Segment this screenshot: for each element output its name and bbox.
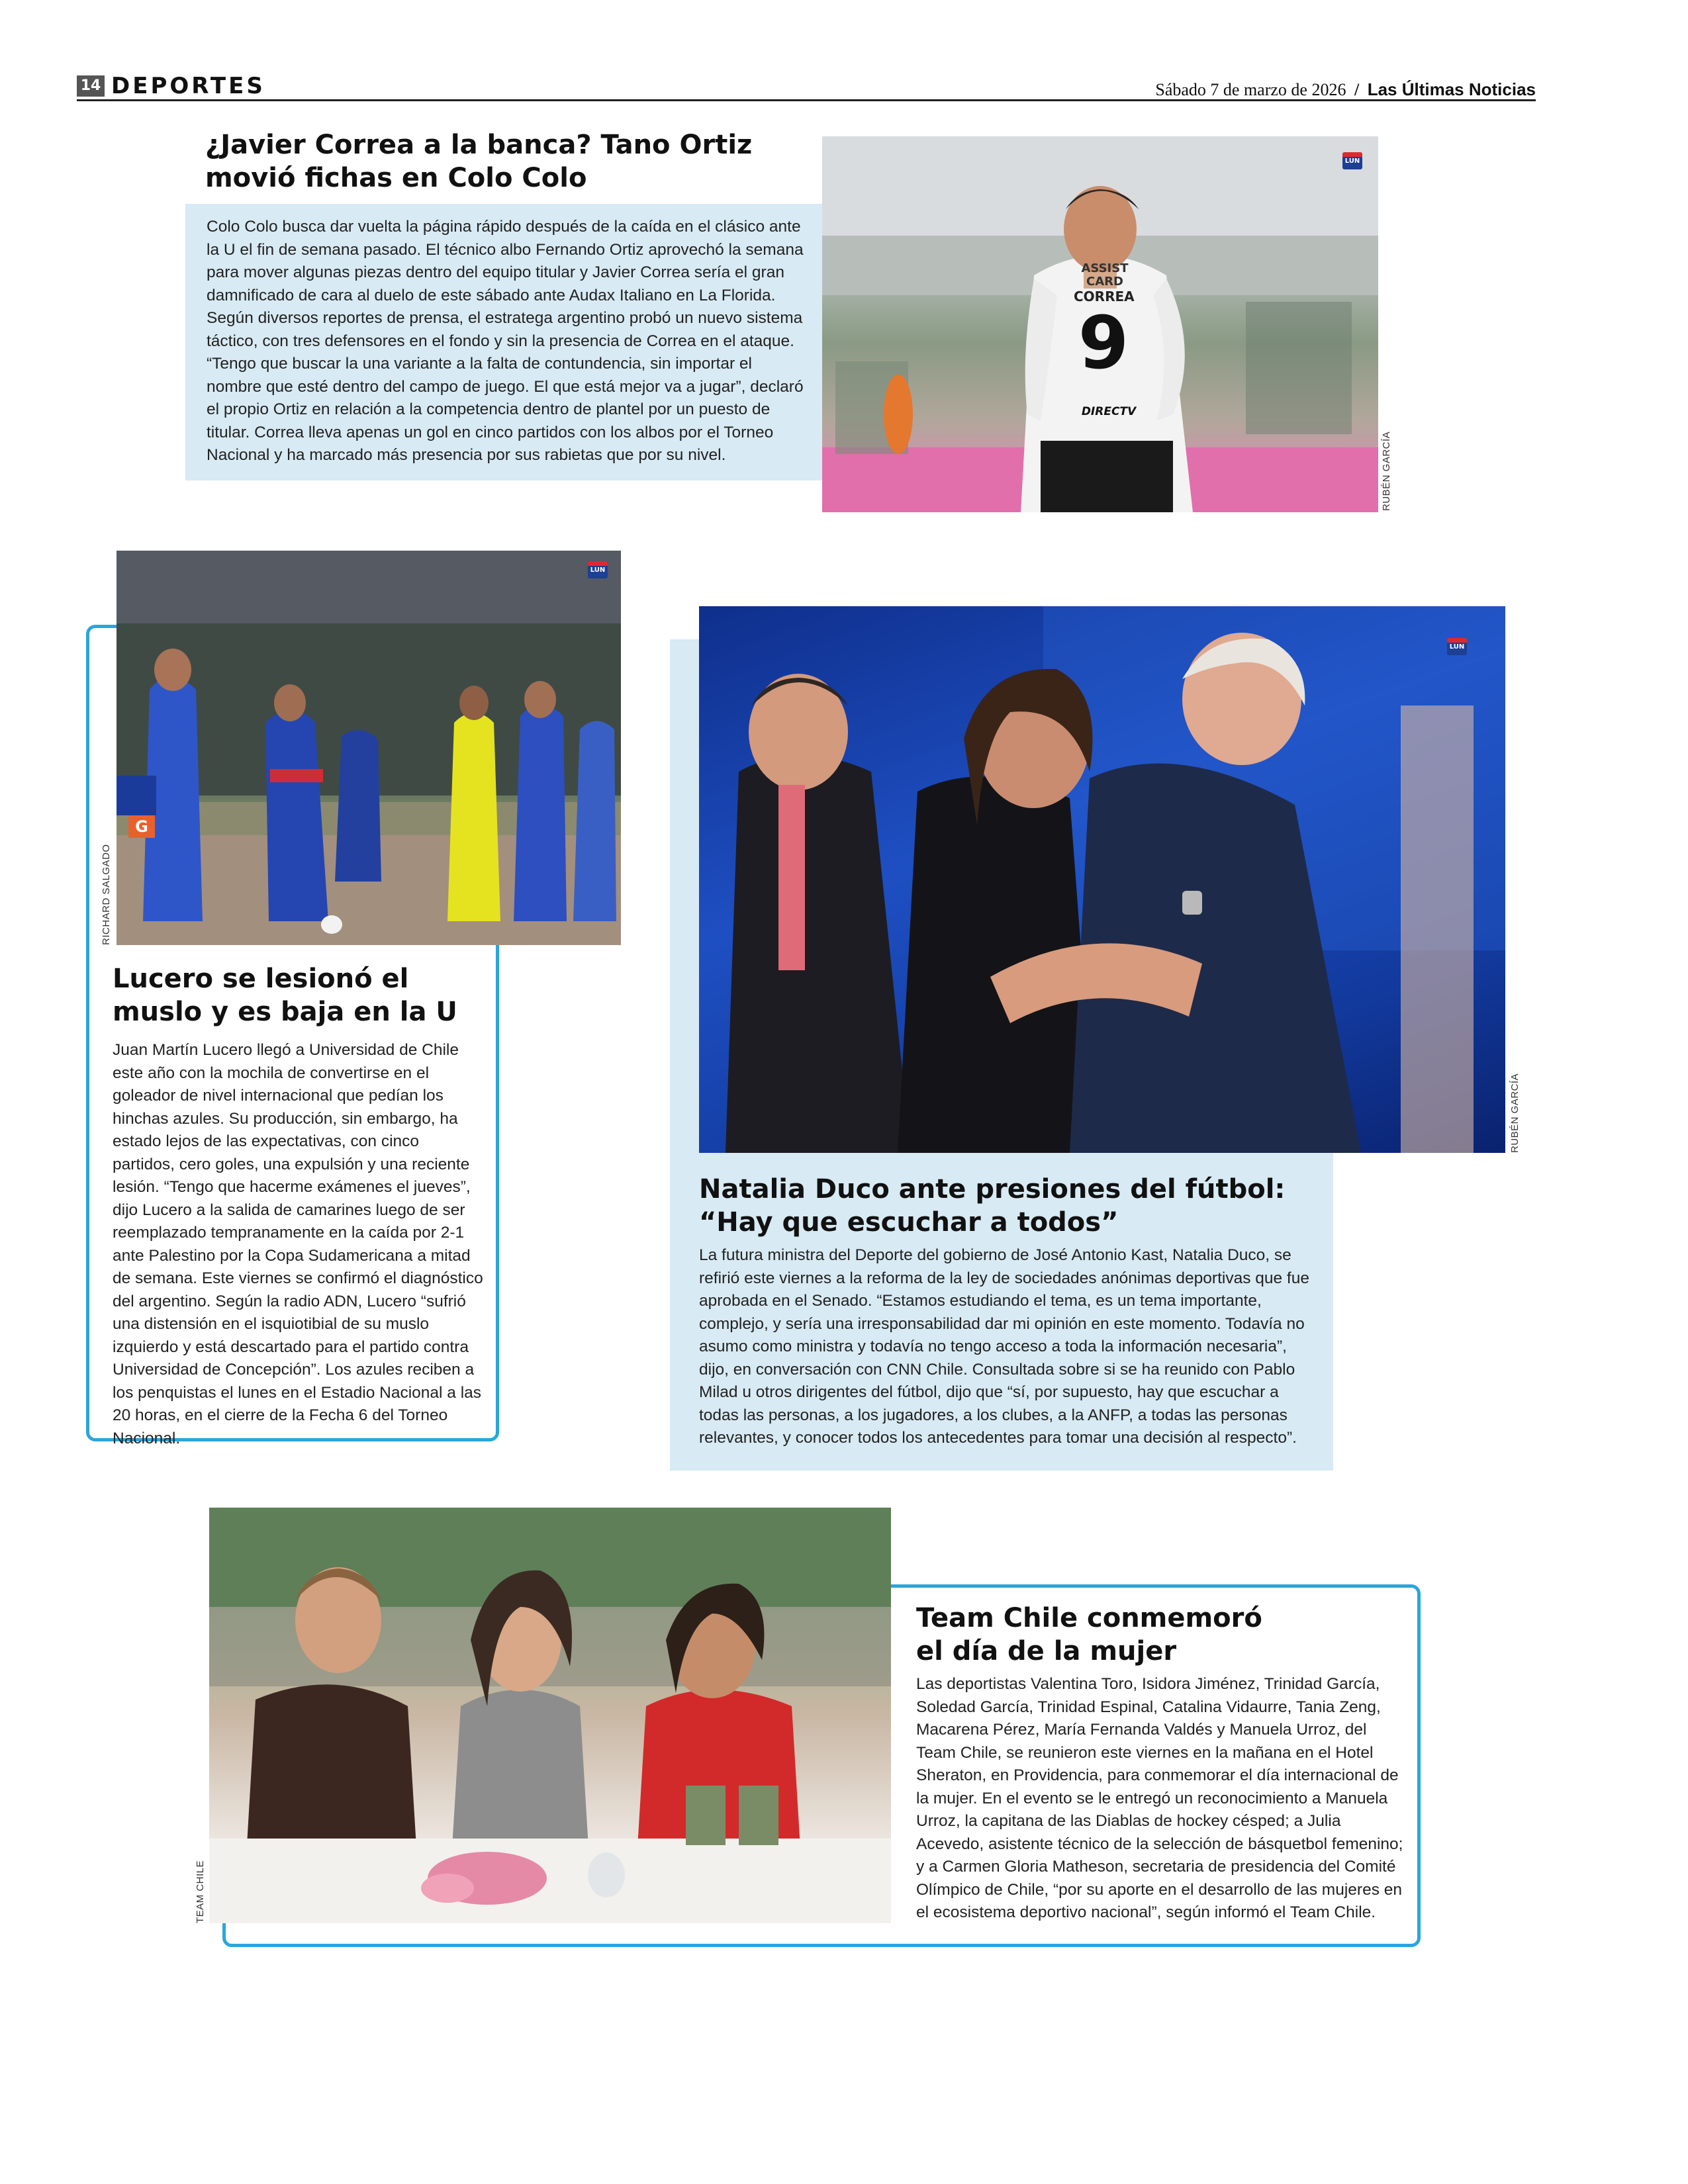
lucero-title-line1: Lucero se lesionó el [113,964,409,994]
header-rule [77,99,1536,101]
duco-headline [699,1173,1321,1239]
teamchile-text-column [916,1673,1406,1925]
lucero-text-column [113,1039,483,1450]
duco-body: La futura ministra del Deporte del gobierno de José Antonio Kast, Natalia Duco, se refirió este viernes a la reforma de la ley de sociedades anónimas deportivas que fue aprobada en el Senado. “Estamos estudiando el tema, es un tema importante, complejo, y sería una irresponsabilidad dar mi opinión en este momento. Todavía no asumo como ministra y todavía no tengo acceso a toda la información necesaria”, dijo, en conversación con CNN Chile. Consultada sobre si se ha reunido con Pablo Milad u otros dirigentes del fútbol, dijo que “sí, por supuesto, hay que escuchar a todas las personas, a los jugadores, a los clubes, a la ANFP, a todas las personas relevantes, y conocer todos los antecedentes para tomar una decisión al respecto”. [699,1246,1309,1447]
correa-jersey-name: CORREA [1074,289,1135,304]
header-separator: / [1354,80,1360,99]
correa-title-line1: ¿Javier Correa a la banca? Tano Ortiz [205,130,753,160]
duco-photo [699,606,1505,1153]
teamchile-title-line1: Team Chile conmemoró [916,1603,1262,1633]
correa-title-line2: movió fichas en Colo Colo [205,163,587,193]
teamchile-photo-credit: TEAM CHILE [195,1860,206,1923]
teamchile-photo-art [209,1508,891,1923]
correa-photo-credit: RUBÉN GARCÍA [1381,431,1392,511]
duco-title-line2: “Hay que escuchar a todos” [699,1207,1119,1238]
teamchile-title-line2: el día de la mujer [916,1636,1177,1666]
teamchile-body: Las deportistas Valentina Toro, Isidora Jiménez, Trinidad García, Soledad García, Trinidad Espinal, Catalina Vidaurre, Tania Zeng, Macarena Pérez, María Fernanda Valdés y Manuela Urroz, del Team Chile, se reunieron este viernes en la mañana en el Hotel Sheraton, en Providencia, para conmemorar el día internacional de la mujer. En el evento se le entregó un reconocimiento a Manuela Urroz, la capitana de las Diablas de hockey césped; a Julia Acevedo, asistente técnico de la selección de básquetbol femenino; y a Carmen Gloria Matheson, secretaria de presidencia del Comité Olímpico de Chile, “por su aporte en el desarrollo de las mujeres en el ecosistema deportivo nacional”, según informó el Team Chile. [916,1675,1403,1921]
duco-photo-credit: RUBÉN GARCÍA [1509,1073,1521,1153]
lucero-body: Juan Martín Lucero llegó a Universidad de Chile este año con la mochila de convertirse en el goleador de nivel internacional que pedían los hinchas azules. Su producción, sin embargo, ha estado lejos de las expectativas, con cinco partidos, cero goles, una expulsión y una reciente lesión. “Tengo que hacerme exámenes el jueves”, dijo Lucero a la salida de camarines luego de ser reemplazado tempranamente en la caída por 2-1 ante Palestino por la Copa Sudamericana a mitad de semana. Este viernes se confirmó el diagnóstico del argentino. Según la radio ADN, Lucero “sufrió una distensión en el isquiotibial de su muslo izquierdo y está descartado para el partido contra Universidad de Concepción”. Los azules reciben a los penquistas el lunes en el Estadio Nacional a las 20 horas, en el cierre de la Fecha 6 del Torneo Nacional. [113,1041,483,1447]
correa-body: Colo Colo busca dar vuelta la página rápido después de la caída en el clásico ante la U el fin de semana pasado. El técnico albo Fernando Ortiz aprovechó la semana para mover algunas piezas dentro del equipo titular y Javier Correa sería el gran damnificado de cara al duelo de este sábado ante Audax Italiano en La Florida. Según diversos reportes de prensa, el estratega argentino probó un nuevo sistema táctico, con tres defensores en el fondo y sin la presencia de Correa en el ataque. “Tengo que buscar la una variante a la falta de contundencia, sin importar el nombre que esté dentro del campo de juego. El que está mejor va a jugar”, declaró el propio Ortiz en relación a la competencia dentro de plantel por un puesto de titular. Correa lleva apenas un gol en cinco partidos con los albos por el Torneo Nacional y ha marcado más presencia por sus rabietas que por su nivel. [207,218,804,464]
newspaper-name: Las Últimas Noticias [1367,79,1536,99]
teamchile-headline [916,1602,1406,1668]
duco-lun-badge: LUN [1447,638,1467,655]
lucero-photo-credit: RICHARD SALGADO [101,844,112,945]
header-date: Sábado 7 de marzo de 2026 [1155,80,1346,99]
lucero-headline [113,962,496,1028]
correa-jersey-bottom: DIRECTV [1081,405,1137,418]
correa-jersey-sponsor: ASSIST CARD [1081,261,1129,289]
lucero-title-line2: muslo y es baja en la U [113,997,457,1027]
lucero-photo-art [117,551,621,945]
header-dateline [1155,79,1536,100]
lucero-lun-badge: LUN [588,561,608,578]
duco-text-column [699,1244,1315,1450]
duco-title-line1: Natalia Duco ante presiones del fútbol: [699,1174,1286,1205]
page-header [77,73,1536,102]
correa-headline [205,128,801,195]
correa-jersey-number: 9 [1078,300,1129,385]
section-title: DEPORTES [111,73,265,99]
teamchile-photo [209,1508,891,1923]
correa-lun-badge: LUN [1342,152,1362,169]
lucero-photo [117,551,621,945]
duco-photo-art [699,606,1505,1153]
correa-photo [822,136,1378,512]
correa-text-panel [185,204,822,480]
page-number-box: 14 [77,75,105,97]
lucero-cooler-badge: G [128,815,155,838]
